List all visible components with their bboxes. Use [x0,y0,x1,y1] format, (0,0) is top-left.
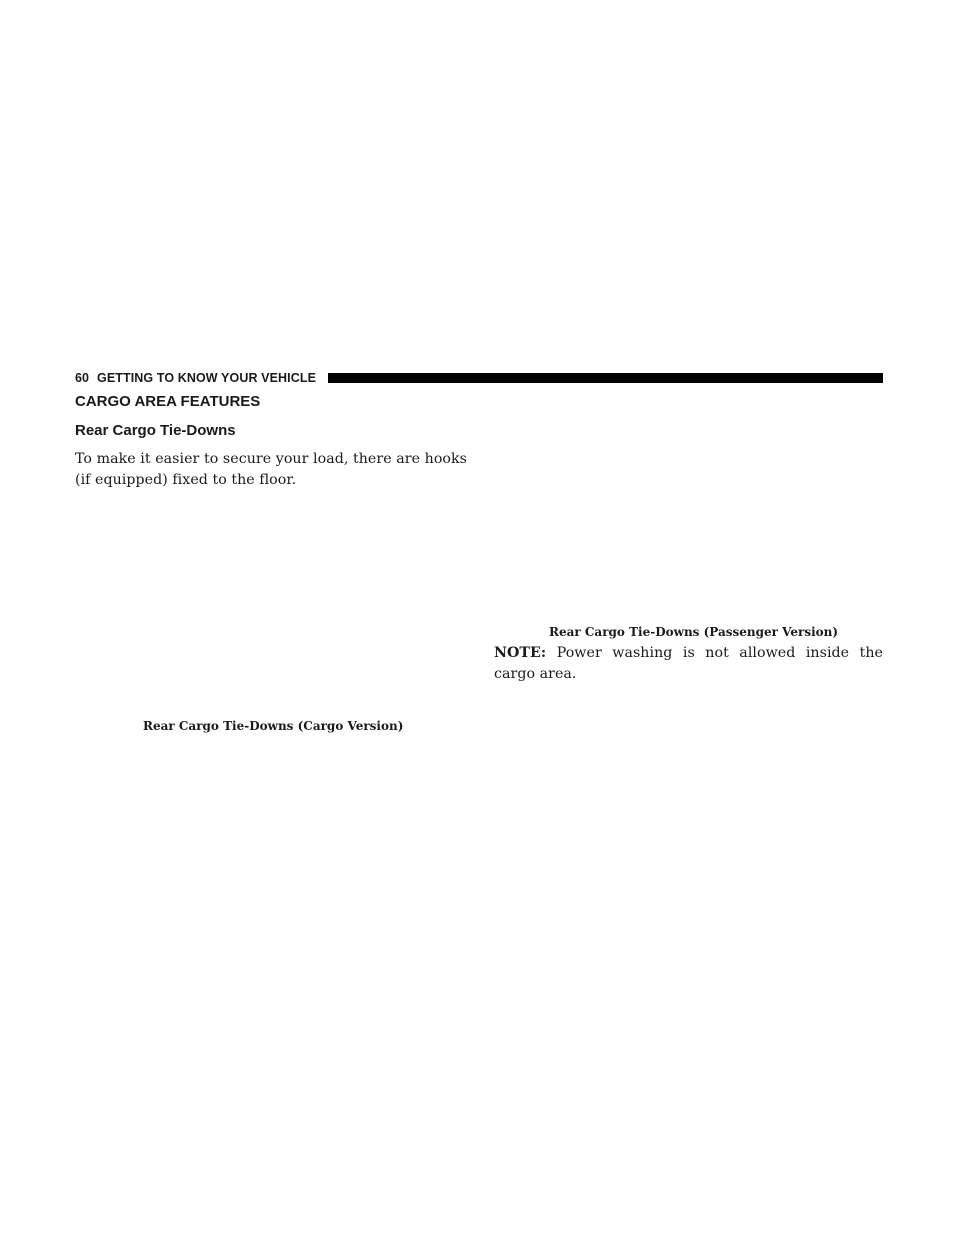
note-label: NOTE: [494,645,547,661]
intro-paragraph: To make it easier to secure your load, there are hooks (if equipped) fixed to the floor. [75,451,467,488]
passenger-version-caption: Rear Cargo Tie-Downs (Passenger Version) [549,625,839,639]
page-heading: CARGO AREA FEATURES [75,393,261,410]
passenger-version-figure [494,385,884,617]
note-paragraph [494,643,883,685]
section-title: GETTING TO KNOW YOUR VEHICLE [97,371,317,385]
note-text: Power washing is not allowed inside the cargo area. [494,645,883,682]
page-header [75,370,883,386]
cargo-version-caption: Rear Cargo Tie-Downs (Cargo Version) [143,719,404,733]
header-rule [328,373,883,383]
cargo-version-figure [75,495,467,705]
subheading: Rear Cargo Tie-Downs [75,422,236,439]
page-number: 60 [75,371,90,385]
